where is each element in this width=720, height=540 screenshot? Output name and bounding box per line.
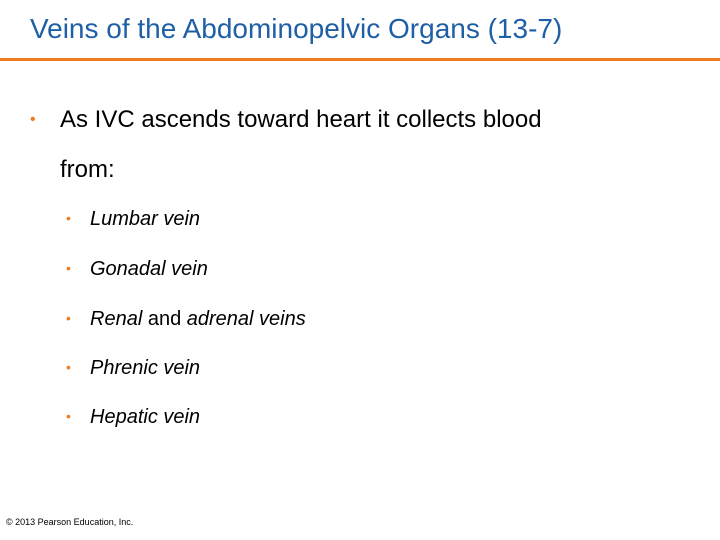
sub-bullet-text-and: and (142, 308, 187, 330)
sub-bullet-text: Gonadal vein (90, 258, 208, 280)
bullet-icon: • (66, 359, 71, 375)
slide-title: Veins of the Abdominopelvic Organs (13-7) (30, 13, 563, 44)
sub-bullet-renal-adrenal (66, 306, 306, 333)
copyright-footer: © 2013 Pearson Education, Inc. (6, 517, 134, 527)
sub-bullet-text-adrenal: adrenal veins (186, 308, 306, 330)
sub-bullet-text: Phrenic vein (90, 357, 201, 379)
sub-bullet-text-renal: Renal (90, 308, 143, 330)
bullet-icon: • (66, 260, 71, 276)
bullet-icon: • (66, 408, 71, 424)
sub-bullet-lumbar (66, 206, 200, 233)
bullet-icon: • (66, 210, 71, 226)
sub-bullet-phrenic (66, 355, 200, 382)
main-bullet (30, 102, 542, 141)
main-bullet-text: As IVC ascends toward heart it collects blood (60, 106, 542, 133)
sub-bullet-hepatic (66, 404, 200, 431)
main-bullet-continuation: from: (60, 156, 115, 183)
bullet-icon: • (66, 310, 71, 326)
sub-bullet-text: Lumbar vein (90, 208, 201, 230)
bullet-icon: • (30, 111, 36, 128)
sub-bullet-text: Hepatic vein (90, 406, 201, 428)
title-underline (0, 58, 720, 61)
sub-bullet-gonadal (66, 256, 208, 283)
